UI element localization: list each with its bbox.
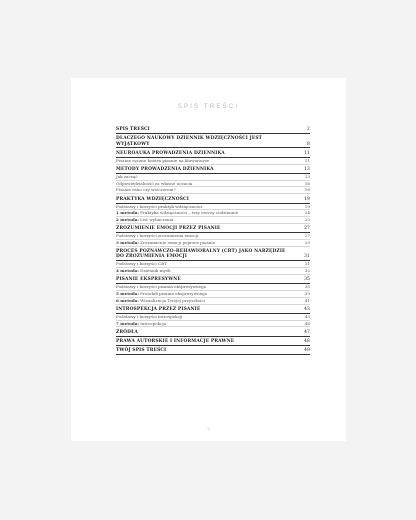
toc-section-page: 11: [304, 150, 310, 156]
toc-entry-text: Pisanie ręczne kontra pisanie na klawiaturze: [116, 157, 210, 163]
toc-entry-method: 3 metoda:: [116, 239, 139, 245]
toc-entry-label: [116, 240, 300, 246]
toc-entry-label: [116, 217, 300, 223]
toc-section-heading[interactable]: [116, 277, 310, 284]
toc-entry-page: 25: [304, 217, 310, 223]
table-of-contents: [116, 127, 310, 358]
toc-entry[interactable]: [116, 233, 310, 240]
toc-section-heading[interactable]: [116, 127, 310, 134]
toc-entry-label: [116, 233, 300, 239]
toc-entry-page: 27: [304, 233, 310, 239]
toc-entry-text: Jak zacząć: [116, 173, 138, 179]
toc-section-label: DLACZEGO NAUKOWY DZIENNIK WDZIĘCZNOŚCI JEST WYJĄTKOWY: [116, 136, 263, 147]
toc-entry-method: 2 metoda:: [116, 217, 139, 223]
toc-entry[interactable]: [116, 268, 310, 275]
toc-entry-text: Podstawy i korzyści CBT: [116, 261, 167, 267]
toc-entry-method: 1 metoda:: [116, 210, 139, 216]
toc-entry-method: 6 metoda:: [116, 297, 139, 303]
toc-section: [116, 136, 310, 148]
toc-section-heading[interactable]: [116, 330, 310, 337]
toc-entry-page: 35: [304, 284, 310, 290]
toc-entry[interactable]: [116, 181, 310, 188]
toc-section: [116, 197, 310, 224]
toc-section-label: INTROSPEKCJA PRZEZ PISANIE: [116, 307, 201, 312]
toc-entry-method: 7 metoda:: [116, 320, 139, 326]
toc-entry-page: 11: [304, 157, 310, 163]
toc-entry[interactable]: [116, 204, 310, 211]
toc-section: [116, 277, 310, 304]
toc-section-page: 13: [304, 166, 310, 172]
toc-entry-label: [116, 204, 300, 210]
toc-section-heading[interactable]: [116, 136, 310, 148]
toc-entry-text: Podstawy i korzyści introspekcji: [116, 313, 183, 319]
toc-entry-text: Protokół pisania ekspresywnego: [140, 291, 208, 297]
toc-entry-page: 13: [304, 173, 310, 179]
toc-section-page: 48: [304, 339, 310, 345]
toc-entry-text: List wybaczenia: [140, 217, 174, 223]
toc-entry[interactable]: [116, 291, 310, 298]
toc-entry-label: [116, 174, 300, 180]
toc-entry-text: Podstawy i korzyści zrozumienia emocji: [116, 233, 199, 239]
toc-entry-page: 39: [304, 291, 310, 297]
toc-section-page: 47: [304, 329, 310, 335]
toc-entry-label: [116, 261, 300, 267]
page-title: SPIS TREŚCI: [177, 104, 240, 110]
toc-entry[interactable]: [116, 298, 310, 305]
toc-section-label: PROCES POZNAWCZO-BEHAWIORALNY (CBT) JAKO NARZĘDZIE DO ZROZUMIENIA EMOCJI: [116, 249, 286, 260]
toc-entry-label: [116, 321, 300, 327]
toc-entry-page: 16: [304, 180, 310, 186]
toc-entry-page: 19: [304, 203, 310, 209]
toc-entry[interactable]: [116, 261, 310, 268]
toc-entry[interactable]: [116, 187, 310, 194]
toc-entry-text: Introspekcja: [140, 320, 167, 326]
toc-section-page: 43: [304, 307, 310, 312]
toc-entry-method: 4 metoda:: [116, 268, 139, 274]
toc-entry-method: 5 metoda:: [116, 291, 139, 297]
document-page: [71, 78, 346, 441]
toc-section-heading[interactable]: [116, 307, 310, 314]
toc-entry-page: 24: [304, 210, 310, 216]
toc-section-label: TWÓJ SPIS TREŚCI: [116, 348, 167, 354]
toc-entry-text: Dziennik myśli: [140, 268, 171, 274]
toc-section-label: NEUROAUKA PROWADZENIA DZIENNIKA: [116, 150, 225, 156]
toc-entry-label: [116, 298, 300, 304]
toc-section-page: 2: [307, 127, 310, 132]
toc-section-heading[interactable]: [116, 151, 310, 158]
toc-section: [116, 249, 310, 275]
toc-section-page: 31: [304, 254, 310, 260]
toc-section-heading[interactable]: [116, 348, 310, 355]
toc-section-page: 27: [304, 226, 310, 232]
toc-entry-page: 31: [304, 261, 310, 267]
page-number: 2: [207, 426, 210, 431]
toc-section-label: PRAKTYKA WDZIĘCZNOŚCI: [116, 196, 189, 202]
toc-section-label: ŹRÓDŁA: [116, 329, 138, 335]
toc-section: [116, 339, 310, 346]
toc-section-label: PISANIE EKSPRESYWNE: [116, 277, 181, 283]
toc-entry[interactable]: [116, 321, 310, 328]
toc-entry[interactable]: [116, 217, 310, 224]
toc-section-page: 49: [304, 348, 310, 354]
toc-entry[interactable]: [116, 174, 310, 181]
toc-section-heading[interactable]: [116, 226, 310, 233]
toc-section: [116, 127, 310, 134]
toc-section: [116, 167, 310, 194]
toc-entry-page: 46: [304, 320, 310, 326]
toc-section: [116, 330, 310, 337]
toc-entry-page: 29: [304, 239, 310, 245]
toc-entry[interactable]: [116, 210, 310, 217]
toc-section-heading[interactable]: [116, 249, 310, 261]
toc-entry-text: Podstawy i korzyści praktyk wdzięczności: [116, 203, 203, 209]
toc-section-page: 19: [304, 196, 310, 202]
toc-entry[interactable]: [116, 158, 310, 165]
toc-section-heading[interactable]: [116, 197, 310, 204]
toc-entry-label: [116, 210, 300, 216]
toc-section-page: 8: [307, 141, 310, 147]
toc-section-label: PRAWA AUTORSKIE I INFORMACJE PRAWNE: [116, 339, 235, 345]
toc-entry-label: [116, 181, 300, 187]
toc-section: [116, 348, 310, 355]
toc-entry-text: Odpowiedzialność za własne uczucia: [116, 180, 193, 186]
toc-entry-page: 16: [304, 187, 310, 193]
toc-entry-text: Zrozumienie emocji poprzez pisanie: [140, 239, 215, 245]
toc-section-page: 35: [304, 277, 310, 283]
toc-entry[interactable]: [116, 314, 310, 321]
toc-section: [116, 151, 310, 165]
toc-section-heading[interactable]: [116, 167, 310, 174]
toc-entry-label: [116, 284, 300, 290]
toc-entry-text: Wizualizacja Twojej przyszłości: [140, 297, 205, 303]
toc-entry[interactable]: [116, 284, 310, 291]
toc-entry-page: 41: [304, 297, 310, 303]
toc-entry-text: Praktyka wdzięczności – trzy rzeczy codziennie: [140, 210, 239, 216]
toc-entry-label: [116, 314, 300, 320]
toc-section-label: SPIS TREŚCI: [116, 127, 150, 132]
toc-section-label: METODY PROWADZENIA DZIENNIKA: [116, 166, 214, 172]
toc-entry-page: 43: [304, 313, 310, 319]
toc-entry-text: Pisanie rano czy wieczorem?: [116, 187, 176, 193]
toc-section: [116, 307, 310, 327]
toc-entry-label: [116, 268, 300, 274]
toc-entry[interactable]: [116, 240, 310, 247]
toc-entry-label: [116, 158, 300, 164]
toc-entry-page: 32: [304, 268, 310, 274]
toc-section-label: ZROZUMIENIE EMOCJI PRZEZ PISANIE: [116, 226, 221, 232]
toc-entry-label: [116, 187, 300, 193]
toc-entry-text: Podstawy i korzyści pisania ekspresywnego: [116, 284, 207, 290]
toc-section: [116, 226, 310, 246]
toc-entry-label: [116, 291, 300, 297]
toc-section-heading[interactable]: [116, 339, 310, 346]
